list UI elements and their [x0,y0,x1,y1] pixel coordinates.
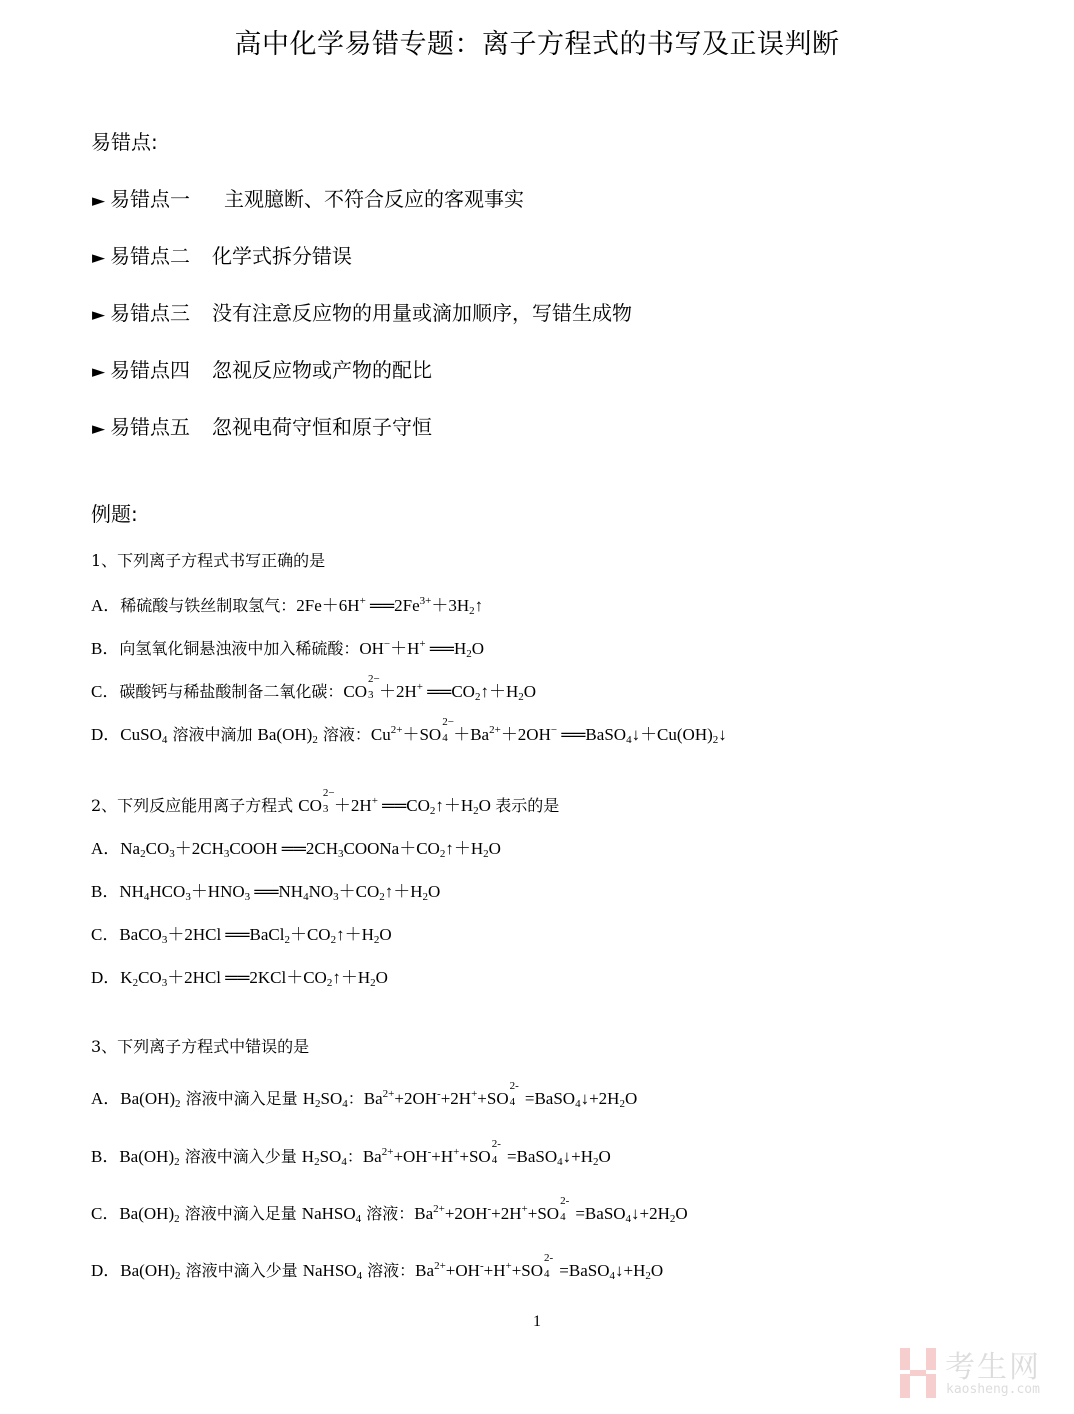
question-3-stem: 3、下列离子方程式中错误的是 [91,1037,310,1056]
error-point-1 [92,183,524,212]
triangle-bullet-icon: ► [92,419,106,439]
question-3-option-c: C．$Ba(OH)_2$ 溶液中滴入足量 NaHSO$_4$ 溶液：$Ba^{2+}+2OH^-+2H^++SO$ 2- 4 $=BaSO_4↓+2H_2O$ [91,1195,688,1225]
watermark-brand: 考生网 [945,1350,1041,1385]
question-1-stem: 1、下列离子方程式书写正确的是 [91,551,326,570]
examples-heading: 例题: [91,502,138,526]
question-1-option-c: C．碳酸钙与稀盐酸制备二氧化碳：CO 2− 3 ＋2H+ $══CO_2↑+H_2O$ [91,673,537,703]
question-2-stem: 2、下列反应能用离子方程式 CO 2− 3 ＋2H+ $══CO_2↑+H_2O$ 表示的是 [91,787,560,817]
error-point-label: 易错点二 [110,244,190,268]
question-2-option-d: D．$K_2CO_3+2HCl$ $══2KCl+CO_2↑+H_2O$ [91,968,388,989]
error-point-4 [92,354,432,383]
error-point-desc: 化学式拆分错误 [212,244,352,268]
error-point-label: 易错点四 [110,358,190,382]
error-point-3 [92,297,632,326]
question-2-option-c: C．BaCO$_3$＋2HCl $══BaCl_2+CO_2↑+H_2O$ [91,925,392,946]
question-1-option-b: B．向氢氧化铜悬浊液中加入稀硫酸：OH−＋H+ $══H_2O$ [91,638,485,660]
triangle-bullet-icon: ► [92,248,106,268]
watermark [890,1340,1070,1410]
error-point-desc: 忽视电荷守恒和原子守恒 [212,415,432,439]
question-2-option-b: B．$NH_4HCO_3+HNO_3$ $══NH_4NO_3+CO_2↑+H_2O$ [91,882,441,903]
error-point-5 [92,411,432,440]
triangle-bullet-icon: ► [92,305,106,325]
triangle-bullet-icon: ► [92,362,106,382]
error-point-desc: 主观臆断、不符合反应的客观事实 [224,187,524,211]
error-point-desc: 没有注意反应物的用量或滴加顺序，写错生成物 [212,301,632,325]
watermark-url: kaosheng.com [946,1382,1040,1397]
question-3-option-b: B．$Ba(OH)_2$ 溶液中滴入少量 $H_2SO_4$：$Ba^{2+}+OH^-+H^++SO$ 2- 4 $=BaSO_4↓+H_2O$ [91,1138,611,1168]
question-3-option-a: A．$Ba(OH)_2$ 溶液中滴入足量 $H_2SO_4$：$Ba^{2+}+2OH^-+2H^++SO$ 2- 4 $=BaSO_4↓+2H_2O$ [91,1080,638,1110]
kaosheng-logo-icon [900,1348,936,1398]
error-point-desc: 忽视反应物或产物的配比 [212,358,432,382]
question-1-option-d: D．CuSO$_4$ 溶液中滴加 $Ba(OH)_2$ 溶液：$Cu^{2+}+SO$ 2− 4 $+Ba^{2+}+2OH^-$ $══BaSO_4↓+Cu(OH)_2↓$ [91,716,727,746]
question-2-option-a: A．$Na_2CO_3+2CH_3COOH$ $══2CH_3COONa+CO_2↑+H_2O$ [91,839,501,860]
error-point-label: 易错点一 [110,187,190,211]
page-title: 高中化学易错专题：离子方程式的书写及正误判断 [234,29,840,60]
error-point-label: 易错点五 [110,415,190,439]
question-1-option-a: A．稀硫酸与铁丝制取氢气：2Fe＋6H+ $══2Fe^{3+}+3H_2↑$ [91,595,484,617]
question-3-option-d: D．$Ba(OH)_2$ 溶液中滴入少量 NaHSO$_4$ 溶液：$Ba^{2+}+OH^-+H^++SO$ 2- 4 $=BaSO_4↓+H_2O$ [91,1252,664,1282]
page-number: 1 [533,1313,541,1330]
error-point-label: 易错点三 [110,301,190,325]
triangle-bullet-icon: ► [92,191,106,211]
error-point-2 [92,240,352,269]
errors-heading: 易错点: [91,130,158,154]
